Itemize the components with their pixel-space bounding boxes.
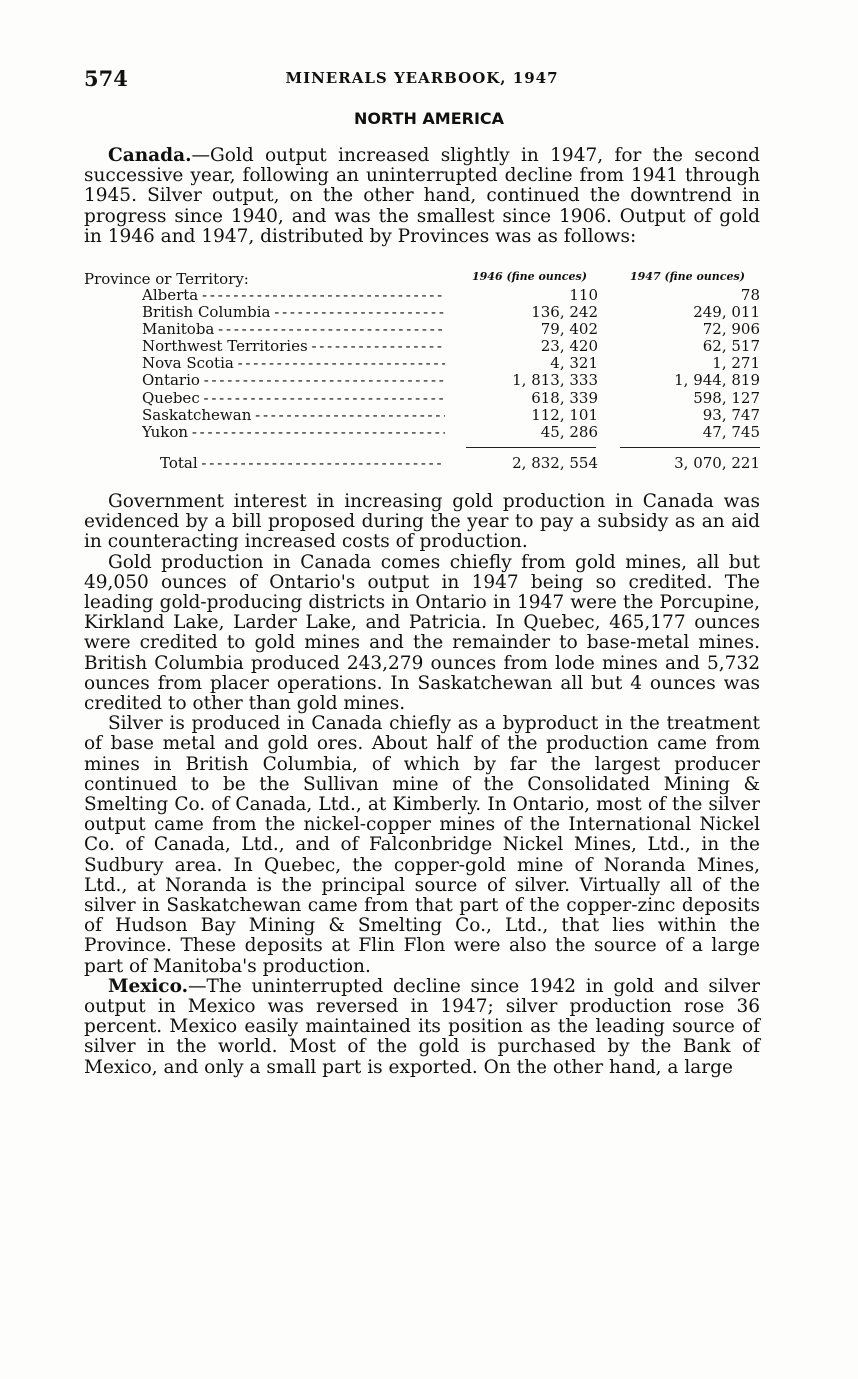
table-label-header: Province or Territory:: [84, 270, 249, 288]
table-row: [84, 390, 764, 407]
province-name: British Columbia - - -: [142, 304, 445, 321]
value-1946: 618, 339: [531, 388, 598, 407]
table-row: [84, 321, 764, 338]
province-name: Saskatchewan - - -: [142, 407, 445, 424]
value-1947: 72, 906: [702, 320, 760, 339]
table-row: [84, 424, 764, 441]
value-1947: 62, 517: [702, 337, 760, 356]
table-total-row: [84, 455, 764, 472]
total-1946: 2, 832, 554: [512, 453, 598, 472]
paragraph-mexico: [84, 977, 760, 1078]
table-row: [84, 338, 764, 355]
value-1946: 45, 286: [540, 422, 598, 441]
province-name: Ontario - - -: [142, 372, 445, 389]
paragraph-government-interest: Government interest in increasing gold production in Canada was evidenced by a bill proposed during the year to pay a subsidy as an aid in counteracting increased costs of production.: [84, 491, 760, 553]
body-text: [84, 492, 760, 1078]
total-rules: [84, 441, 764, 455]
value-1947: 249, 011: [693, 303, 760, 322]
value-1946: 23, 420: [540, 337, 598, 356]
value-1946: 1, 813, 333: [512, 371, 598, 390]
province-name: Northwest Territories - - -: [142, 338, 445, 355]
value-1947: 598, 127: [693, 388, 760, 407]
province-name: Yukon - - -: [142, 424, 445, 441]
page-number: 574: [84, 66, 128, 91]
table-row: [84, 372, 764, 389]
value-1946: 79, 402: [540, 320, 598, 339]
province-name: Quebec - - -: [142, 390, 445, 407]
table-col-1947-header: 1947 (fine ounces): [630, 270, 745, 283]
value-1946: 136, 242: [531, 303, 598, 322]
intro-block: [84, 146, 760, 247]
table-row: [84, 287, 764, 304]
total-rule-1947: [620, 447, 760, 448]
total-label: Total - - -: [160, 455, 445, 472]
province-name: Alberta - - -: [142, 287, 445, 304]
gold-output-table: [84, 270, 764, 472]
running-head: [84, 66, 760, 90]
total-rule-1946: [466, 447, 596, 448]
paragraph-silver-production: Silver is produced in Canada chiefly as a byproduct in the treatment of base metal and gold ores. About half of the production came from mines in British Columbia, of which by far the largest producer continued to be the Sullivan mine of the Consolidated Mining & Smelting Co. of Canada, Ltd., at Kimberly. In Ontario, most of the silver output came from the nickel-copper mines of the International Nickel Co. of Canada, Ltd., and of Falconbridge Nickel Mines, Ltd., in the Sudbury area. In Quebec, the copper-gold mine of Noranda Mines, Ltd., at Noranda is the principal source of silver. Virtually all of the silver in Saskatchewan came from that part of the copper-zinc deposits of Hudson Bay Mining & Smelting Co., Ltd., that lies within the Province. These deposits at Flin Flon were also the source of a large part of Manitoba's production.: [84, 713, 760, 977]
table-row: [84, 407, 764, 424]
value-1946: 110: [569, 286, 598, 304]
value-1947: 78: [740, 286, 760, 304]
table-row: [84, 304, 764, 321]
table-body: [84, 287, 764, 441]
mexico-text: —The uninterrupted decline since 1942 in gold and silver output in Mexico was reversed in 1947; silver production rose 36 percent. Mexico easily maintained its position as the leading source of silver in the world. Most of the gold is purchased by the Bank of Mexico, and only a small part is exported. On the other hand, a large: [84, 975, 760, 1078]
value-1946: 112, 101: [531, 405, 598, 424]
paragraph-gold-production: Gold production in Canada comes chiefly from gold mines, all but 49,050 ounces of Ontario's output in 1947 being so credited. The leading gold-producing districts in Ontario in 1947 were the Porcupine, Kirkland Lake, Larder Lake, and Patricia. In Quebec, 465,177 ounces were credited to gold mines and the remainder to base-metal mines. British Columbia produced 243,279 ounces from lode mines and 5,732 ounces from placer operations. In Saskatchewan all but 4 ounces was credited to other than gold mines.: [84, 551, 760, 715]
province-name: Manitoba - - -: [142, 321, 445, 338]
section-title: NORTH AMERICA: [353, 109, 505, 128]
value-1947: 1, 944, 819: [674, 371, 760, 390]
table-row: [84, 355, 764, 372]
intro-paragraph: [84, 146, 760, 247]
province-name: Nova Scotia - - -: [142, 355, 445, 372]
table-col-1946-header: 1946 (fine ounces): [472, 270, 587, 283]
running-title: MINERALS YEARBOOK, 1947: [285, 69, 559, 87]
value-1947: 47, 745: [702, 422, 760, 441]
intro-lead: Canada.: [108, 145, 192, 166]
total-1947: 3, 070, 221: [674, 453, 760, 472]
value-1947: 93, 747: [702, 405, 760, 424]
table-header: [84, 270, 764, 287]
mexico-lead: Mexico.: [108, 975, 189, 997]
value-1946: 4, 321: [550, 354, 598, 373]
value-1947: 1, 271: [712, 354, 760, 373]
intro-text: —Gold output increased slightly in 1947, for the second successive year, following an uninterrupted decline from 1941 through 1945. Silver output, on the other hand, continued the downtrend in progress since 1940, and was the smallest since 1906. Output of gold in 1946 and 1947, distributed by Provinces was as follows:: [84, 145, 760, 247]
